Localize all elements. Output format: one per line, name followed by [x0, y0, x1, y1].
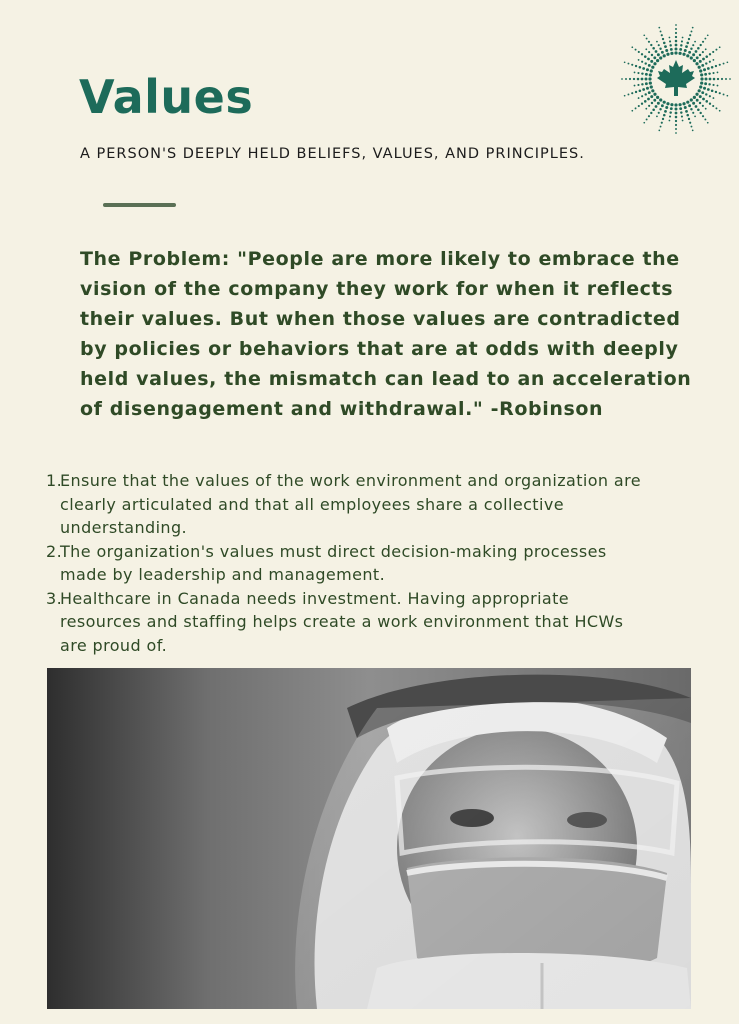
- emblem-ray-dot: [643, 34, 645, 36]
- emblem-ray-dot: [690, 126, 692, 128]
- emblem-ray-dot: [688, 51, 691, 54]
- emblem-ray-dot: [675, 132, 677, 134]
- emblem-ray-dot: [696, 99, 699, 102]
- emblem-ray-dot: [674, 103, 677, 106]
- emblem-ray-dot: [682, 53, 685, 56]
- emblem-ray-dot: [647, 98, 650, 101]
- emblem-ray-dot: [657, 53, 660, 56]
- emblem-ray-dot: [662, 38, 664, 40]
- emblem-ray-dot: [708, 72, 710, 74]
- emblem-ray-dot: [675, 28, 677, 30]
- emblem-ray-dot: [705, 108, 707, 110]
- list-item-line: resources and staffing helps create a work environment that HCWs: [60, 612, 624, 631]
- emblem-ray-dot: [679, 48, 682, 51]
- emblem-ray-dot: [651, 89, 654, 92]
- emblem-ray-dot: [653, 62, 656, 65]
- emblem-ray-dot: [651, 66, 654, 69]
- emblem-ray-dot: [697, 47, 700, 50]
- emblem-ray-dot: [713, 78, 716, 81]
- emblem-ray-dot: [699, 95, 702, 98]
- emblem-ray-dot: [644, 93, 646, 95]
- emblem-ray-dot: [721, 78, 723, 80]
- emblem-ray-dot: [694, 41, 696, 43]
- emblem-ray-dot: [703, 68, 706, 71]
- emblem-ray-dot: [713, 59, 715, 61]
- emblem-ray-dot: [631, 110, 633, 112]
- emblem-ray-dot: [675, 108, 678, 111]
- emblem-ray-dot: [698, 89, 701, 92]
- emblem-ray-dot: [637, 78, 640, 81]
- emblem-ray-dot: [719, 92, 721, 94]
- emblem-ray-dot: [643, 122, 645, 124]
- emblem-ray-dot: [700, 81, 703, 84]
- emblem-ray-dot: [666, 53, 669, 56]
- emblem-ray-dot: [658, 130, 660, 132]
- emblem-ray-dot: [659, 108, 661, 110]
- page-title: Values: [79, 70, 254, 124]
- emblem-ray-dot: [690, 56, 693, 59]
- emblem-ray-dot: [702, 41, 704, 43]
- emblem-ray-dot: [634, 85, 636, 87]
- emblem-ray-dot: [699, 54, 701, 56]
- emblem-ray-dot: [634, 72, 636, 74]
- emblem-ray-dot: [707, 122, 709, 124]
- emblem-ray-dot: [704, 82, 707, 85]
- emblem-ray-dot: [649, 73, 652, 76]
- emblem-ray-dot: [652, 108, 655, 111]
- emblem-ray-dot: [653, 56, 656, 59]
- emblem-ray-dot: [639, 89, 642, 92]
- emblem-ray-dot: [655, 50, 658, 53]
- emblem-ray-dot: [641, 103, 643, 105]
- emblem-ray-dot: [644, 100, 647, 103]
- emblem-ray-dot: [659, 56, 662, 59]
- emblem-ray-dot: [681, 40, 683, 42]
- emblem-ray-dot: [712, 72, 714, 74]
- emblem-ray-dot: [652, 47, 655, 50]
- emblem-ray-dot: [725, 78, 727, 80]
- emblem-ray-dot: [635, 49, 637, 51]
- emblem-ray-dot: [624, 61, 626, 63]
- emblem-ray-dot: [681, 115, 683, 117]
- emblem-ray-dot: [641, 78, 644, 81]
- emblem-ray-dot: [689, 122, 691, 124]
- emblem-ray-dot: [675, 44, 678, 47]
- emblem-ray-dot: [653, 93, 656, 96]
- quote-line: by policies or behaviors that are at odds with deeply: [80, 338, 679, 360]
- emblem-ray-dot: [704, 38, 706, 40]
- emblem-ray-dot: [692, 53, 695, 56]
- emblem-ray-dot: [624, 95, 626, 97]
- emblem-ray-dot: [689, 34, 691, 36]
- emblem-ray-dot: [674, 51, 677, 54]
- emblem-ray-dot: [669, 115, 671, 117]
- emblem-ray-dot: [655, 105, 658, 108]
- emblem-ray-dot: [709, 103, 711, 105]
- emblem-ray-dot: [686, 114, 689, 117]
- emblem-ray-dot: [709, 78, 712, 81]
- maple-leaf-burst-icon: [618, 20, 734, 138]
- emblem-ray-dot: [648, 91, 651, 94]
- list-item-line: made by leadership and management.: [60, 565, 386, 584]
- emblem-ray-dot: [670, 52, 673, 55]
- emblem-ray-dot: [693, 59, 696, 62]
- quote-line: of disengagement and withdrawal." -Robinson: [80, 398, 604, 420]
- emblem-ray-dot: [675, 36, 677, 38]
- list-item-line: The organization's values must direct decision-making processes: [60, 541, 607, 561]
- emblem-ray-dot: [685, 110, 688, 113]
- emblem-ray-dot: [715, 107, 717, 109]
- emblem-ray-dot: [678, 52, 681, 55]
- emblem-ray-dot: [621, 78, 623, 80]
- quote-line: their values. But when those values are contradicted: [80, 308, 681, 330]
- emblem-ray-dot: [675, 120, 677, 122]
- emblem-ray-dot: [645, 82, 648, 85]
- emblem-ray-dot: [707, 34, 709, 36]
- emblem-ray-dot: [641, 61, 643, 63]
- emblem-ray-dot: [637, 72, 639, 74]
- emblem-ray-dot: [692, 112, 694, 114]
- emblem-ray-dot: [669, 40, 671, 42]
- emblem-ray-dot: [646, 38, 648, 40]
- emblem-ray-dot: [663, 54, 666, 57]
- emblem-ray-dot: [675, 40, 678, 43]
- emblem-ray-dot: [639, 66, 642, 69]
- emblem-ray-dot: [682, 102, 685, 105]
- emblem-ray-dot: [675, 24, 677, 26]
- emblem-ray-dot: [650, 60, 653, 63]
- emblem-ray-dot: [656, 116, 658, 118]
- emblem-ray-dot: [692, 130, 694, 132]
- emblem-ray-dot: [635, 107, 637, 109]
- emblem-ray-dot: [694, 116, 696, 118]
- emblem-ray-dot: [627, 93, 629, 95]
- emblem-ray-dot: [684, 49, 687, 52]
- emblem-ray-dot: [704, 118, 706, 120]
- emblem-ray-dot: [719, 64, 721, 66]
- emblem-ray-dot: [669, 120, 671, 122]
- emblem-ray-dot: [641, 95, 643, 97]
- emblem-ray-dot: [702, 105, 704, 107]
- list-item-line: Healthcare in Canada needs investment. Having appropriate: [60, 588, 570, 608]
- emblem-ray-dot: [715, 65, 717, 67]
- emblem-ray-dot: [650, 85, 653, 88]
- emblem-ray-dot: [648, 77, 651, 80]
- emblem-ray-dot: [661, 104, 664, 107]
- emblem-ray-dot: [658, 112, 660, 114]
- emblem-ray-dot: [641, 72, 643, 74]
- emblem-ray-dot: [693, 96, 696, 99]
- emblem-ray-dot: [670, 107, 673, 110]
- recommendations-list: [46, 469, 706, 657]
- quote-line: The Problem: "People are more likely to embrace the: [80, 248, 680, 270]
- quote-line: vision of the company they work for when it reflects: [80, 278, 674, 300]
- emblem-ray-dot: [700, 44, 702, 46]
- emblem-ray-dot: [648, 41, 650, 43]
- emblem-ray-dot: [690, 30, 692, 32]
- emblem-ray-dot: [712, 84, 714, 86]
- emblem-ray-dot: [646, 118, 648, 120]
- emblem-ray-dot: [642, 67, 645, 70]
- emblem-ray-dot: [686, 54, 689, 57]
- emblem-ray-dot: [700, 112, 702, 114]
- emblem-ray-dot: [658, 27, 660, 29]
- emblem-ray-dot: [727, 95, 729, 97]
- emblem-ray-dot: [657, 102, 660, 105]
- emblem-ray-dot: [661, 34, 663, 36]
- emblem-ray-dot: [717, 72, 719, 74]
- emblem-ray-dot: [727, 61, 729, 63]
- emblem-ray-dot: [699, 102, 701, 104]
- emblem-ray-dot: [715, 91, 717, 93]
- emblem-ray-dot: [660, 126, 662, 128]
- emblem-ray-dot: [645, 73, 648, 76]
- emblem-ray-dot: [638, 105, 640, 107]
- emblem-ray-dot: [664, 110, 667, 113]
- emblem-ray-dot: [696, 56, 699, 59]
- emblem-ray-dot: [702, 51, 704, 53]
- emblem-ray-dot: [704, 73, 707, 76]
- emblem-ray-dot: [699, 69, 702, 72]
- emblem-ray-dot: [645, 108, 647, 110]
- emblem-ray-dot: [669, 44, 671, 46]
- emblem-ray-dot: [665, 106, 668, 109]
- list-item-line: Ensure that the values of the work environment and organization are: [60, 471, 642, 490]
- emblem-ray-dot: [625, 78, 627, 80]
- emblem-ray-dot: [675, 128, 677, 130]
- emblem-ray-dot: [651, 54, 653, 56]
- emblem-ray-dot: [662, 118, 664, 120]
- emblem-ray-dot: [648, 51, 650, 53]
- emblem-ray-dot: [686, 101, 689, 104]
- emblem-ray-dot: [675, 48, 678, 51]
- emblem-ray-dot: [701, 64, 704, 67]
- emblem-ray-dot: [702, 115, 704, 117]
- emblem-ray-dot: [717, 85, 719, 87]
- emblem-ray-dot: [649, 81, 652, 84]
- emblem-ray-dot: [686, 42, 689, 45]
- emblem-ray-dot: [638, 59, 640, 61]
- emblem-ray-dot: [685, 45, 688, 48]
- emblem-ray-dot: [637, 84, 639, 86]
- emblem-ray-dot: [723, 93, 725, 95]
- emblem-ray-dot: [658, 44, 660, 46]
- emblem-ray-dot: [638, 97, 640, 99]
- emblem-ray-dot: [660, 30, 662, 32]
- emblem-ray-dot: [695, 62, 698, 65]
- emblem-ray-dot: [675, 32, 677, 34]
- emblem-ray-dot: [648, 64, 651, 67]
- emblem-ray-dot: [675, 112, 678, 115]
- emblem-ray-dot: [709, 95, 711, 97]
- emblem-ray-dot: [699, 60, 702, 63]
- emblem-ray-dot: [719, 110, 721, 112]
- emblem-ray-dot: [680, 111, 682, 113]
- emblem-ray-dot: [631, 46, 633, 48]
- emblem-ray-dot: [692, 102, 695, 105]
- list-number: 3.: [46, 588, 63, 608]
- page-subtitle: A PERSON'S DEEPLY HELD BELIEFS, VALUES, AND PRINCIPLES.: [80, 146, 585, 162]
- emblem-ray-dot: [717, 78, 719, 80]
- list-number: 1.: [46, 471, 63, 490]
- emblem-ray-dot: [678, 103, 681, 106]
- emblem-ray-dot: [708, 83, 710, 85]
- emblem-ray-dot: [650, 95, 653, 98]
- emblem-ray-dot: [690, 98, 693, 101]
- list-item-line: clearly articulated and that all employees share a collective: [60, 494, 564, 514]
- emblem-ray-dot: [698, 66, 701, 69]
- emblem-ray-dot: [638, 51, 640, 53]
- emblem-ray-dot: [705, 62, 707, 64]
- emblem-ray-dot: [646, 68, 649, 71]
- emblem-ray-dot: [699, 85, 702, 88]
- emblem-ray-dot: [700, 77, 703, 80]
- emblem-ray-dot: [644, 62, 646, 64]
- emblem-ray-dot: [707, 67, 710, 70]
- list-number: 2.: [46, 541, 63, 561]
- emblem-ray-dot: [633, 78, 635, 80]
- emblem-ray-dot: [656, 41, 658, 43]
- emblem-ray-dot: [670, 103, 673, 106]
- emblem-ray-dot: [669, 37, 671, 39]
- quote-line: held values, the mismatch can lead to an acceleration: [80, 368, 692, 390]
- emblem-ray-dot: [705, 93, 707, 95]
- emblem-ray-dot: [635, 65, 637, 67]
- problem-quote: [80, 244, 720, 424]
- emblem-ray-dot: [711, 89, 714, 92]
- emblem-ray-dot: [642, 88, 645, 91]
- list-item: [46, 540, 706, 587]
- emblem-ray-dot: [705, 55, 708, 58]
- emblem-ray-dot: [712, 105, 714, 107]
- emblem-ray-dot: [715, 49, 717, 51]
- emblem-ray-dot: [701, 91, 704, 94]
- emblem-ray-dot: [675, 116, 678, 119]
- list-item-line: understanding.: [60, 518, 187, 537]
- emblem-ray-dot: [650, 112, 652, 114]
- emblem-ray-dot: [627, 63, 629, 65]
- emblem-ray-dot: [631, 64, 633, 66]
- emblem-ray-dot: [635, 91, 637, 93]
- emblem-ray-dot: [670, 48, 673, 51]
- healthcare-worker-in-ppe-photo: [47, 668, 691, 1009]
- maple-leaf-icon: [657, 60, 695, 96]
- emblem-ray-dot: [688, 104, 691, 107]
- emblem-ray-dot: [665, 49, 668, 52]
- emblem-ray-dot: [705, 78, 708, 81]
- emblem-ray-dot: [680, 44, 682, 46]
- emblem-ray-dot: [684, 106, 687, 109]
- emblem-ray-dot: [700, 73, 703, 76]
- emblem-ray-dot: [648, 105, 650, 107]
- emblem-ray-dot: [695, 105, 698, 108]
- emblem-ray-dot: [713, 97, 715, 99]
- emblem-ray-dot: [690, 108, 692, 110]
- emblem-ray-dot: [663, 114, 666, 117]
- emblem-ray-dot: [646, 87, 649, 90]
- emblem-ray-dot: [709, 61, 711, 63]
- emblem-ray-dot: [695, 93, 698, 96]
- emblem-ray-dot: [705, 100, 708, 103]
- emblem-ray-dot: [692, 44, 694, 46]
- emblem-ray-dot: [650, 44, 652, 46]
- emblem-ray-dot: [656, 59, 659, 62]
- emblem-ray-dot: [688, 118, 690, 120]
- emblem-ray-dot: [641, 83, 643, 85]
- emblem-ray-dot: [664, 45, 667, 48]
- emblem-ray-dot: [690, 47, 692, 49]
- list-item-line: are proud of.: [60, 635, 168, 655]
- emblem-ray-dot: [707, 88, 710, 91]
- emblem-ray-dot: [703, 87, 706, 90]
- emblem-ray-dot: [647, 58, 650, 61]
- emblem-ray-dot: [650, 69, 653, 72]
- emblem-ray-dot: [641, 53, 643, 55]
- emblem-ray-dot: [663, 42, 666, 45]
- emblem-ray-dot: [629, 78, 631, 80]
- emblem-ray-dot: [723, 63, 725, 65]
- emblem-ray-dot: [653, 99, 656, 102]
- emblem-ray-dot: [648, 115, 650, 117]
- list-item: [46, 587, 706, 658]
- emblem-ray-dot: [709, 53, 711, 55]
- emblem-ray-dot: [697, 108, 700, 111]
- emblem-ray-dot: [659, 47, 661, 49]
- emblem-ray-dot: [695, 50, 698, 53]
- emblem-ray-dot: [711, 66, 714, 69]
- emblem-ray-dot: [702, 58, 705, 61]
- emblem-ray-dot: [669, 111, 671, 113]
- emblem-ray-dot: [702, 98, 705, 101]
- list-item: [46, 469, 706, 540]
- emblem-ray-dot: [688, 38, 690, 40]
- emblem-ray-dot: [663, 101, 666, 104]
- emblem-ray-dot: [661, 122, 663, 124]
- emblem-ray-dot: [729, 78, 731, 80]
- emblem-ray-dot: [682, 120, 684, 122]
- emblem-ray-dot: [675, 124, 677, 126]
- emblem-ray-dot: [631, 92, 633, 94]
- emblem-ray-dot: [661, 51, 664, 54]
- emblem-ray-dot: [719, 46, 721, 48]
- emblem-ray-dot: [666, 102, 669, 105]
- emblem-ray-dot: [705, 48, 707, 50]
- emblem-ray-dot: [645, 48, 647, 50]
- emblem-ray-dot: [656, 96, 659, 99]
- emblem-ray-dot: [644, 55, 647, 58]
- section-divider: [103, 203, 176, 207]
- emblem-ray-dot: [682, 37, 684, 39]
- emblem-ray-dot: [692, 27, 694, 29]
- emblem-ray-dot: [645, 78, 648, 81]
- emblem-ray-dot: [651, 102, 653, 104]
- emblem-ray-dot: [712, 51, 714, 53]
- emblem-ray-dot: [659, 98, 662, 101]
- emblem-ray-dot: [679, 107, 682, 110]
